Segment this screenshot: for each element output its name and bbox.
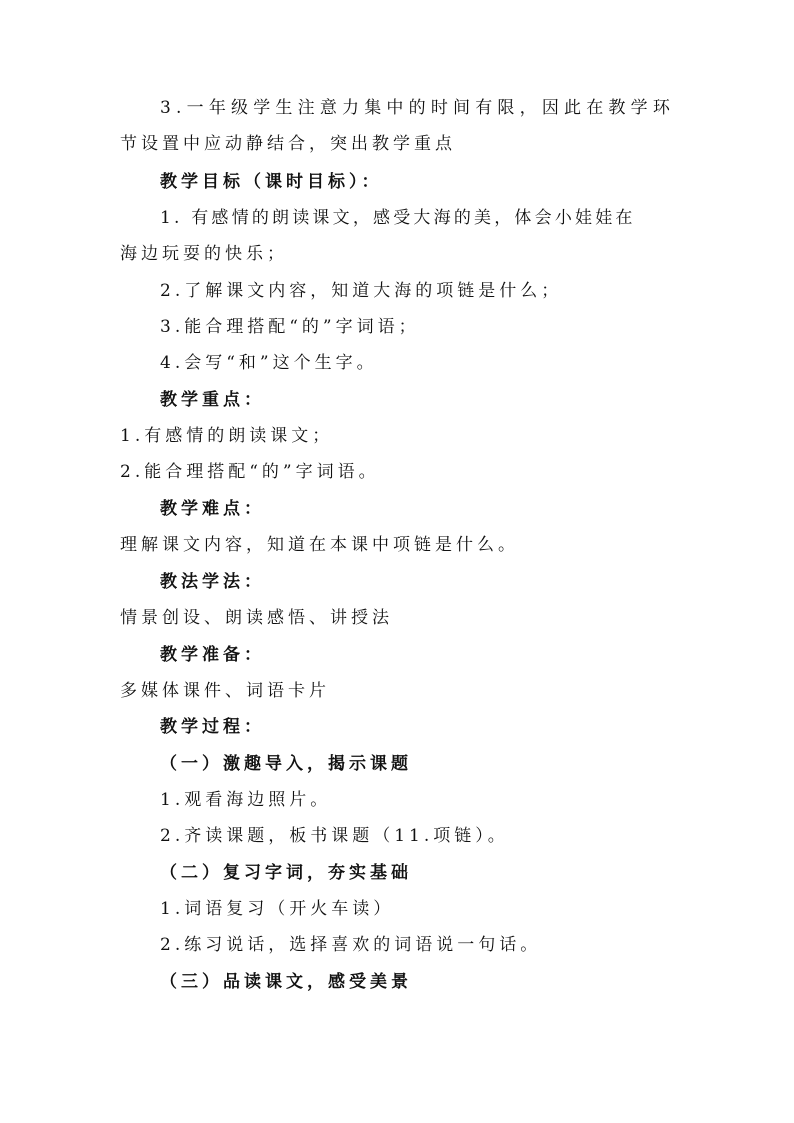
paragraph-line: 节设置中应动静结合，突出教学重点 bbox=[120, 134, 456, 154]
paragraph-line: 多媒体课件、词语卡片 bbox=[120, 681, 330, 701]
list-item: 3.能合理搭配“的”字词语； bbox=[160, 317, 420, 337]
list-item: 1.观看海边照片。 bbox=[160, 790, 332, 810]
section-heading: 教学目标（课时目标）： bbox=[160, 172, 383, 192]
section-heading: 教学准备： bbox=[160, 645, 265, 665]
subsection-heading: （二）复习字词，夯实基础 bbox=[160, 863, 412, 883]
section-heading: 教学重点： bbox=[160, 390, 265, 410]
subsection-heading: （三）品读课文，感受美景 bbox=[160, 972, 412, 992]
paragraph-line: 理解课文内容，知道在本课中项链是什么。 bbox=[120, 535, 519, 555]
subsection-heading: （一）激趣导入，揭示课题 bbox=[160, 754, 412, 774]
list-item: 1.词语复习（开火车读） bbox=[160, 899, 395, 919]
list-item: 2.了解课文内容，知道大海的项链是什么； bbox=[160, 281, 563, 301]
section-heading: 教学过程： bbox=[160, 717, 265, 737]
section-heading: 教学难点： bbox=[160, 499, 265, 519]
list-item: 2.能合理搭配“的”字词语。 bbox=[120, 462, 380, 482]
paragraph-line: 1. 有感情的朗读课文，感受大海的美，体会小娃娃在 bbox=[160, 208, 636, 228]
section-heading: 教法学法： bbox=[160, 572, 265, 592]
list-item: 4.会写“和”这个生字。 bbox=[160, 353, 378, 373]
list-item: 2.齐读课题，板书课题（11.项链）。 bbox=[160, 826, 509, 846]
paragraph-line: 3.一年级学生注意力集中的时间有限，因此在教学环 bbox=[160, 98, 676, 118]
paragraph-line: 情景创设、朗读感悟、讲授法 bbox=[120, 608, 393, 628]
list-item: 1.有感情的朗读课文； bbox=[120, 426, 334, 446]
list-item: 2.练习说话，选择喜欢的词语说一句话。 bbox=[160, 935, 542, 955]
paragraph-line: 海边玩耍的快乐； bbox=[120, 244, 288, 264]
